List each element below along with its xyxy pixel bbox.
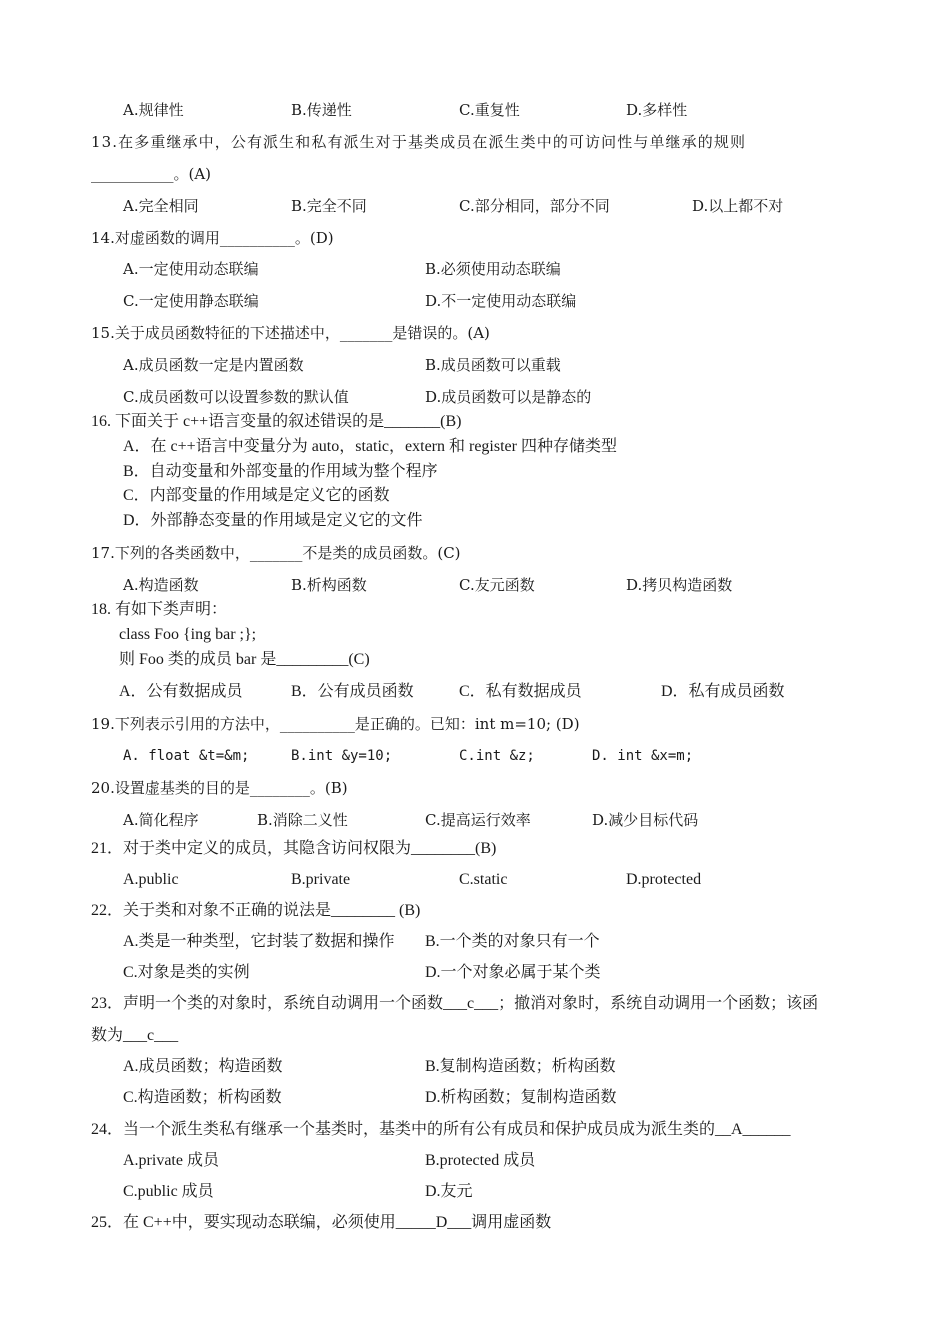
q21-option-a: A.public bbox=[123, 871, 179, 888]
q15-stem: 15.关于成员函数特征的下述描述中，_______是错误的。(A) bbox=[91, 324, 490, 342]
q13-option-a: A.完全相同 bbox=[123, 197, 199, 215]
q21-option-b: B.private bbox=[291, 871, 351, 888]
q24-option-a: A.private 成员 bbox=[123, 1152, 219, 1169]
q17-option-b: B.析构函数 bbox=[291, 576, 367, 594]
q13-stem: 13.在多重继承中，公有派生和私有派生对于基类成员在派生类中的可访问性与单继承的规则 bbox=[91, 133, 747, 151]
q15-option-a: A.成员函数一定是内置函数 bbox=[123, 356, 304, 374]
q18-option-c: C．私有数据成员 bbox=[459, 683, 582, 700]
q18-option-d: D．私有成员函数 bbox=[661, 683, 785, 700]
q13-option-d: D.以上都不对 bbox=[692, 197, 784, 215]
q15-option-b: B.成员函数可以重载 bbox=[425, 356, 561, 374]
q13-option-b: B.完全不同 bbox=[291, 197, 367, 215]
q24-option-c: C.public 成员 bbox=[123, 1183, 214, 1200]
q17-option-d: D.拷贝构造函数 bbox=[626, 576, 733, 594]
q22-option-a: A.类是一种类型，它封装了数据和操作 bbox=[123, 933, 395, 950]
q18-stem-cont: 则 Foo 类的成员 bar 是_________(C) bbox=[119, 651, 370, 668]
q23-option-c: C.构造函数；析构函数 bbox=[123, 1089, 282, 1106]
q16-option-b: B．自动变量和外部变量的作用域为整个程序 bbox=[123, 463, 438, 480]
q18-stem: 18. 有如下类声明： bbox=[91, 601, 228, 618]
q24-option-b: B.protected 成员 bbox=[425, 1152, 536, 1169]
q13-stem-cont: ___________。(A) bbox=[91, 165, 212, 183]
q16-option-c: C．内部变量的作用域是定义它的函数 bbox=[123, 487, 390, 504]
q19-option-d: D. int &x=m; bbox=[592, 748, 694, 764]
q14-option-a: A.一定使用动态联编 bbox=[123, 260, 259, 278]
q19-option-c: C.int &z; bbox=[459, 748, 535, 764]
q14-option-b: B.必须使用动态联编 bbox=[425, 260, 561, 278]
q19-option-a: A. float &t=&m; bbox=[123, 748, 250, 764]
q17-option-c: C.友元函数 bbox=[459, 576, 535, 594]
q21-option-c: C.static bbox=[459, 871, 508, 888]
q19-stem: 19.下列表示引用的方法中，__________是正确的。已知：int m=10; (D) bbox=[91, 715, 580, 733]
q19-option-b: B.int &y=10; bbox=[291, 748, 393, 764]
q20-option-d: D.减少目标代码 bbox=[592, 811, 699, 829]
q12-option-c: C.重复性 bbox=[459, 101, 520, 119]
q20-stem: 20.设置虚基类的目的是________。(B) bbox=[91, 779, 348, 797]
q14-stem: 14.对虚函数的调用__________。(D) bbox=[91, 229, 334, 247]
q15-option-d: D.成员函数可以是静态的 bbox=[425, 388, 592, 406]
q18-code: class Foo {ing bar ;}; bbox=[119, 626, 257, 643]
q20-option-a: A.简化程序 bbox=[123, 811, 199, 829]
q23-option-a: A.成员函数；构造函数 bbox=[123, 1058, 283, 1075]
q14-option-c: C.一定使用静态联编 bbox=[123, 292, 259, 310]
q23-option-d: D.析构函数；复制构造函数 bbox=[425, 1089, 617, 1106]
q22-stem: 22．关于类和对象不正确的说法是________ (B) bbox=[91, 902, 421, 919]
q17-option-a: A.构造函数 bbox=[123, 576, 199, 594]
q20-option-c: C.提高运行效率 bbox=[425, 811, 531, 829]
q12-option-b: B.传递性 bbox=[291, 101, 352, 119]
q12-option-a: A.规律性 bbox=[123, 101, 184, 119]
q16-option-d: D．外部静态变量的作用域是定义它的文件 bbox=[123, 512, 423, 529]
q21-stem: 21．对于类中定义的成员，其隐含访问权限为________(B) bbox=[91, 840, 497, 857]
q22-option-b: B.一个类的对象只有一个 bbox=[425, 933, 600, 950]
q17-stem: 17.下列的各类函数中，_______不是类的成员函数。(C) bbox=[91, 544, 461, 562]
q16-option-a: A．在 c++语言中变量分为 auto，static，extern 和 register 四种存储类型 bbox=[123, 438, 617, 455]
q24-option-d: D.友元 bbox=[425, 1183, 473, 1200]
q13-option-c: C.部分相同，部分不同 bbox=[459, 197, 610, 215]
q12-option-d: D.多样性 bbox=[626, 101, 688, 119]
q24-stem: 24．当一个派生类私有继承一个基类时，基类中的所有公有成员和保护成员成为派生类的__A______ bbox=[91, 1121, 791, 1138]
q22-option-c: C.对象是类的实例 bbox=[123, 964, 250, 981]
q25-stem: 25．在 C++中，要实现动态联编，必须使用_____D___调用虚函数 bbox=[91, 1214, 552, 1231]
q23-option-b: B.复制构造函数；析构函数 bbox=[425, 1058, 616, 1075]
q20-option-b: B.消除二义性 bbox=[257, 811, 348, 829]
q23-stem: 23．声明一个类的对象时，系统自动调用一个函数___c___；撤消对象时，系统自动调用一个函数；该函 bbox=[91, 995, 819, 1012]
q16-stem: 16. 下面关于 c++语言变量的叙述错误的是_______(B) bbox=[91, 413, 462, 430]
q18-option-a: A．公有数据成员 bbox=[119, 683, 243, 700]
q14-option-d: D.不一定使用动态联编 bbox=[425, 292, 577, 310]
q15-option-c: C.成员函数可以设置参数的默认值 bbox=[123, 388, 349, 406]
q21-option-d: D.protected bbox=[626, 871, 702, 888]
q23-stem-cont: 数为___c___ bbox=[91, 1027, 179, 1044]
q18-option-b: B．公有成员函数 bbox=[291, 683, 414, 700]
q22-option-d: D.一个对象必属于某个类 bbox=[425, 964, 601, 981]
